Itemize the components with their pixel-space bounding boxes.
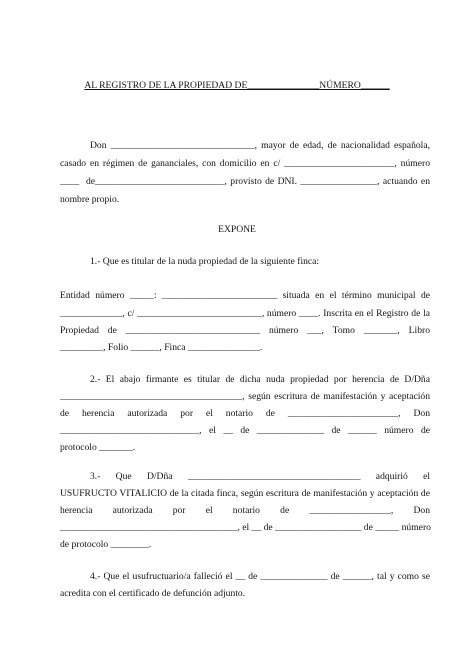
section2-line-3: de herencia autorizada por el notario de _______________________, Don [60, 408, 430, 419]
section3-line-5: de protocolo ________. [60, 539, 152, 550]
section1-line-4: _________, Folio ______, Finca _______________. [60, 342, 263, 353]
document-title: AL REGISTRO DE LA PROPIEDAD DE_______________NÚMERO______ [84, 80, 390, 91]
section1-line-1: Entidad número _____: ________________________ situada en el término municipal de [60, 290, 430, 301]
section1-lead: 1.- Que es titular de la nuda propiedad de la siguiente finca: [90, 256, 320, 267]
section4-line-2: acredita con el certificado de defunción adjunto. [60, 588, 246, 599]
section3-line-2: USUFRUCTO VITALICIO de la citada finca, según escritura de manifestación y aceptación de [60, 488, 430, 499]
intro-line-1: Don ______________________________, mayor de edad, de nacionalidad española, [90, 140, 430, 151]
expone-heading: EXPONE [218, 224, 256, 235]
section3-line-3: herencia autorizada por el notario de _________________, Don [60, 505, 430, 516]
section2-line-1: 2.- El abajo firmante es titular de dicha nuda propiedad por herencia de D/Dña [90, 374, 430, 385]
section4-line-1: 4.- Que el usufructuario/a falleció el __ de ______________ de ______, tal y como se [90, 571, 430, 582]
section2-line-2: ______________________________________, según escritura de manifestación y aceptación [60, 391, 430, 402]
section1-line-2: _____________, c/ __________________________, número ____. Inscrita en el Registro de la [60, 308, 430, 319]
section1-line-3: Propiedad de ____________________________ número ___, Tomo _______, Libro [60, 325, 430, 336]
intro-line-3: ____ de___________________________, provisto de DNI. ________________, actuando en [60, 176, 430, 187]
section2-line-4: _____________________________, el __ de ______________ de ______ número de [60, 425, 430, 436]
section3-line-4: _____________________________________, el __ de __________________ de _____ número [60, 522, 431, 533]
section3-line-1: 3.- Que D/Dña ____________________________________ adquirió el [90, 471, 430, 482]
intro-line-4: nombre propio. [60, 194, 120, 205]
intro-line-2: casado en régimen de gananciales, con domicilio en c/ _______________________, número [60, 158, 430, 169]
section2-line-5: protocolo _______. [60, 442, 136, 453]
